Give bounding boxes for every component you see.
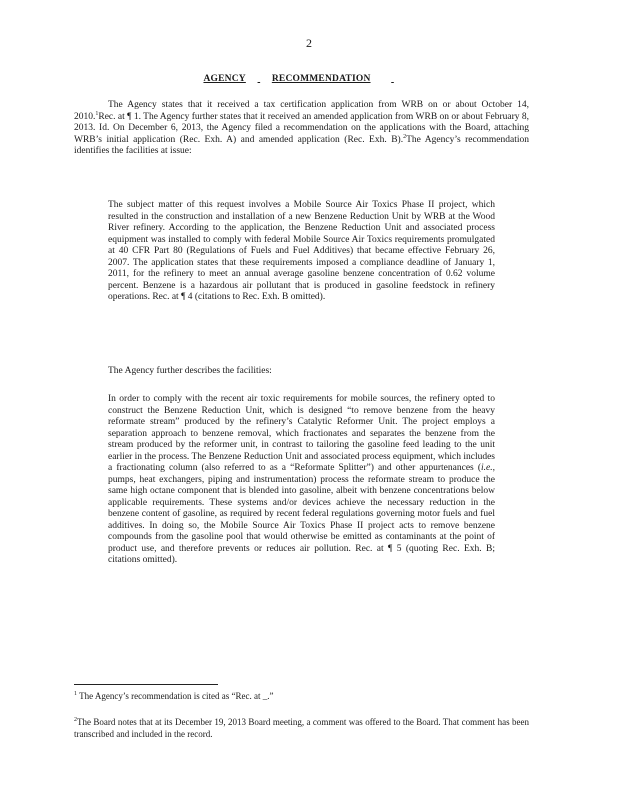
footnote-ref-2: 2	[403, 133, 407, 140]
block-quote-2-part2: , pumps, heat exchangers, piping and instrumentation) process the reformate stream to produce the same high octane component that is blended into gasoline, albeit with benzene concentrations below applicable requirements. These systems and/or devices achieve the necessary reduction in the benzene content of gasoline, as required by recent federal regulations governing motor fuels and fuel additives. In doing so, the Mobile Source Air Toxics Phase II project acts to remove benzene compounds from the gasoline pool that would otherwise be emitted as contaminants at the point of product use, and therefore prevents or reduces air pollution. Rec. at ¶ 5 (quoting Rec. Exh. B; citations omitted).	[108, 463, 495, 565]
heading-word-agency: AGENCY	[203, 74, 246, 84]
paragraph-intro-part1: The Agency states that it received a tax certification application from WRB on or about October 14, 2010.	[74, 100, 529, 122]
section-heading	[0, 74, 618, 84]
block-quote-2	[108, 394, 495, 567]
paragraph-describes: The Agency further describes the facilities:	[108, 366, 272, 376]
block-quote-2-part1: In order to comply with the recent air toxic requirements for mobile sources, the refinery opted to construct the Benzene Reduction Unit, which is designed “to remove benzene from the heavy reformate stream” produced by the refinery’s Catalytic Reformer Unit. The project employs a separation approach to benzene removal, which fractionates and separates the benzene from the stream produced by the reformer unit, in contrast to tailoring the gasoline feed leading to the unit earlier in the process. The Benzene Reduction Unit and associated process equipment, which includes a fractionating column (also referred to as a “Reformate Splitter”) and other appurtenances (	[108, 394, 495, 473]
paragraph-intro-part2: Rec. at ¶ 1. The Agency further states that it received an amended application from WRB on or about February 8, 2013. Id. On December 6, 2013, the Agency filed a recommendation on the applications with the Board, attaching WRB’s initial application (Rec. Exh. A) and amended application (Rec. Exh. B).	[74, 111, 529, 145]
paragraph-intro-part3: The Agency’s recommendation identifies the facilities at issue:	[74, 134, 529, 156]
block-quote-1: The subject matter of this request involves a Mobile Source Air Toxics Phase II project, which resulted in the construction and installation of a new Benzene Reduction Unit by WRB at the Wood River refinery. According to the application, the Benzene Reduction Unit and associated process equipment was installed to comply with federal Mobile Source Air Toxics requirements promulgated at 40 CFR Part 80 (Regulations of Fuels and Fuel Additives) that became effective February 26, 2007. The application states that these requirements imposed a compliance deadline of January 1, 2011, for the refinery to meet an annual average gasoline benzene concentration of 0.62 volume percent. Benzene is a hazardous air pollutant that is produced in gasoline feedstock in refinery operations. Rec. at ¶ 4 (citations to Rec. Exh. B omitted).	[108, 200, 495, 302]
footnote-2-marker: 2	[74, 717, 77, 723]
footnote-2-text: The Board notes that at its December 19, 2013 Board meeting, a comment was offered to the Board. That comment has been transcribed and included in the record.	[74, 717, 529, 739]
block-quote-2-ie: i.e.	[481, 463, 493, 473]
footnote-separator	[74, 684, 218, 685]
footnote-1	[74, 690, 529, 702]
page-number: 2	[306, 36, 312, 50]
footnote-ref-1: 1	[95, 110, 99, 117]
footnote-1-text: The Agency’s recommendation is cited as “Rec. at _.”	[79, 691, 274, 701]
footnote-2	[74, 716, 529, 740]
paragraph-intro	[74, 100, 529, 158]
heading-word-recommendation: RECOMMENDATION	[271, 74, 371, 84]
footnote-1-marker: 1	[74, 691, 77, 697]
